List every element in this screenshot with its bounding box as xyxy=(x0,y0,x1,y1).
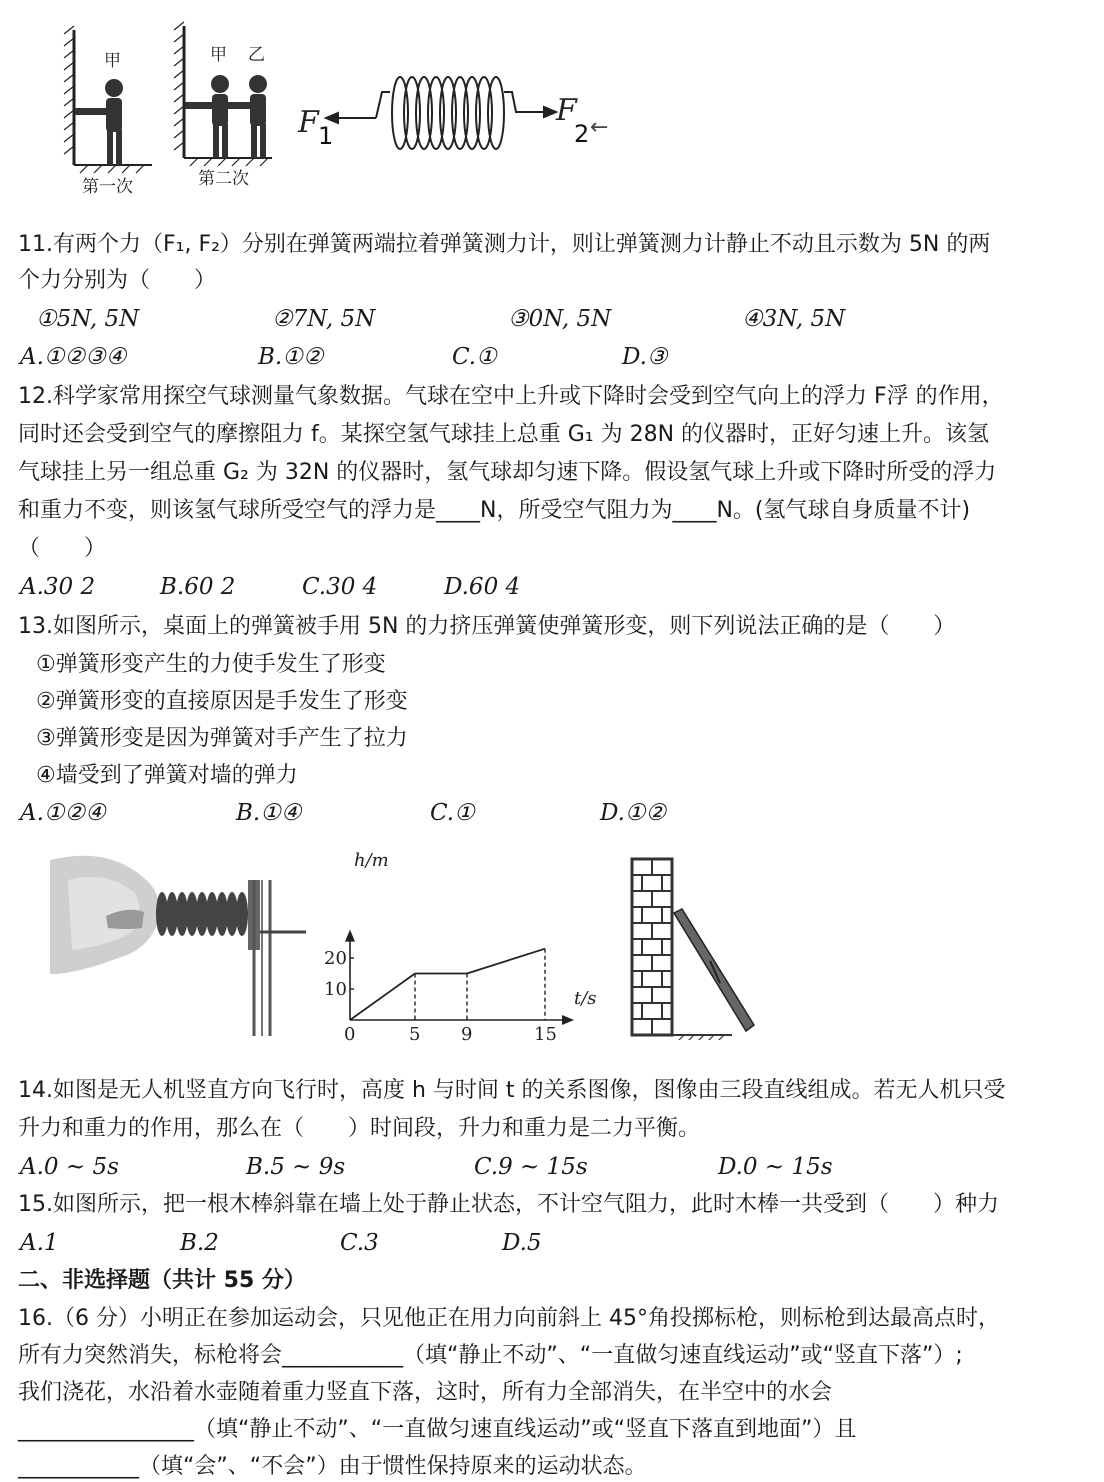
q15-option-b[interactable]: B.2 xyxy=(180,1230,219,1256)
force-f2-label: F xyxy=(556,93,577,128)
caption-first: 第一次 xyxy=(82,177,133,197)
spring-diagram xyxy=(326,77,556,149)
graph-xtick-9: 9 xyxy=(461,1024,473,1045)
graph-xtick-15: 15 xyxy=(534,1024,557,1045)
q14-stem-line1: 14.如图是无人机竖直方向飞行时，高度 h 与时间 t 的关系图像，图像由三段直线组成。若无人机只受 xyxy=(18,1078,1006,1103)
q14-option-b[interactable]: B.5 ~ 9s xyxy=(246,1154,346,1180)
q16-stem-line2: 所有力突然消失，标枪将会___________（填“静止不动”、“一直做匀速直线运动”或“竖直下落”）; xyxy=(18,1343,963,1368)
graph-xlabel: t/s xyxy=(574,988,597,1009)
q12-stem-line3: 气球挂上另一组总重 G₂ 为 32N 的仪器时，氢气球却匀速下降。假设氢气球上升或下降时所受的浮力 xyxy=(18,460,997,485)
figure-rod-wall xyxy=(628,855,768,1040)
q11-item-2: ②7N, 5N xyxy=(272,306,376,332)
q11-item-4: ④3N, 5N xyxy=(742,306,846,332)
q15-option-d[interactable]: D.5 xyxy=(502,1230,542,1256)
q11-stem-line1: 11.有两个力（F₁, F₂）分别在弹簧两端拉着弹簧测力计，则让弹簧测力计静止不动且示数为 5N 的两 xyxy=(18,232,991,257)
y-axis-arrow xyxy=(345,930,355,942)
person-b-label: 乙 xyxy=(248,45,265,65)
q16-stem-line1: 16.（6 分）小明正在参加运动会，只见他正在用力向前斜上 45°角投掷标枪，则标枪到达最高点时， xyxy=(18,1306,1000,1331)
graph-ytick-10: 10 xyxy=(324,979,347,1000)
q12-option-b[interactable]: B.60 2 xyxy=(160,574,236,600)
q12-stem-line2: 同时还会受到空气的摩擦阻力 f。某探空氢气球挂上总重 G₁ 为 28N 的仪器时，正好匀速上升。该氢 xyxy=(18,422,990,447)
q12-stem-line5: （ ） xyxy=(18,536,107,561)
q15-stem-line1: 15.如图所示，把一根木棒斜靠在墙上处于静止状态，不计空气阻力，此时木棒一共受到（ ）种力 xyxy=(18,1192,999,1217)
q11-option-c[interactable]: C.① xyxy=(452,344,497,370)
q15-option-a[interactable]: A.1 xyxy=(20,1230,59,1256)
person-a-label-2: 甲 xyxy=(210,45,227,65)
graph-segment xyxy=(467,949,545,974)
q13-item-2: ②弹簧形变的直接原因是手发生了形变 xyxy=(36,689,408,714)
q13-option-c[interactable]: C.① xyxy=(430,800,475,826)
q12-option-a[interactable]: A.30 2 xyxy=(20,574,96,600)
person-a-label-1: 甲 xyxy=(104,51,121,71)
q13-option-d[interactable]: D.①② xyxy=(600,800,667,826)
q13-item-4: ④墙受到了弹簧对墙的弹力 xyxy=(36,763,298,788)
q16-stem-line3: 我们浇花，水沿着水壶随着重力竖直下落，这时，所有力全部消失，在半空中的水会 xyxy=(18,1380,833,1405)
q12-stem-line4: 和重力不变，则该氢气球所受空气的浮力是____N，所受空气阻力为____N。(氢气球自身质量不计) xyxy=(18,498,971,523)
force-f1-label: F xyxy=(298,105,319,140)
graph-xtick-5: 5 xyxy=(409,1024,421,1045)
q13-item-3: ③弹簧形变是因为弹簧对手产生了拉力 xyxy=(36,726,408,751)
graph-segment xyxy=(350,974,415,1021)
q12-option-d[interactable]: D.60 4 xyxy=(444,574,521,600)
q12-option-c[interactable]: C.30 4 xyxy=(302,574,378,600)
q13-stem-line1: 13.如图所示，桌面上的弹簧被手用 5N 的力挤压弹簧使弹簧形变，则下列说法正确的是（ ） xyxy=(18,614,956,639)
q13-option-a[interactable]: A.①②④ xyxy=(20,800,106,826)
q11-option-a[interactable]: A.①②③④ xyxy=(20,344,127,370)
q11-option-d[interactable]: D.③ xyxy=(622,344,668,370)
graph-axes xyxy=(345,930,574,1025)
caption-second: 第二次 xyxy=(198,169,249,189)
wooden-rod xyxy=(674,909,754,1031)
brick-wall xyxy=(632,859,672,1035)
q14-option-a[interactable]: A.0 ~ 5s xyxy=(20,1154,119,1180)
graph-origin: 0 xyxy=(344,1024,356,1045)
q16-stem-line5: ___________（填“会”、“不会”）由于惯性保持原来的运动状态。 xyxy=(18,1454,647,1479)
figure-push-spring xyxy=(60,20,640,200)
q13-option-b[interactable]: B.①④ xyxy=(236,800,302,826)
force-f2-subscript: 2 xyxy=(574,120,590,148)
figure-hand-spring xyxy=(48,850,308,1040)
q16-stem-line4: ________________（填“静止不动”、“一直做匀速直线运动”或“竖直下落直到地面”）且 xyxy=(18,1417,857,1442)
graph-ytick-20: 20 xyxy=(324,948,347,969)
q13-item-1: ①弹簧形变产生的力使手发生了形变 xyxy=(36,652,386,677)
x-axis-arrow xyxy=(562,1015,574,1025)
section-2-title: 二、非选择题（共计 55 分） xyxy=(18,1268,306,1293)
height-time-graph xyxy=(312,848,612,1048)
q11-item-1: ①5N, 5N xyxy=(36,306,140,332)
q14-option-d[interactable]: D.0 ~ 15s xyxy=(718,1154,833,1180)
q11-option-b[interactable]: B.①② xyxy=(258,344,324,370)
wall-1-diagram xyxy=(64,26,152,173)
q11-item-3: ③0N, 5N xyxy=(508,306,612,332)
wall-2-diagram xyxy=(174,22,272,166)
q12-stem-line1: 12.科学家常用探空气球测量气象数据。气球在空中上升或下降时会受到空气向上的浮力 F浮 的作用， xyxy=(18,384,1004,409)
q15-option-c[interactable]: C.3 xyxy=(340,1230,379,1256)
q11-stem-line2: 个力分别为（ ） xyxy=(18,268,217,293)
q14-option-c[interactable]: C.9 ~ 15s xyxy=(474,1154,588,1180)
force-f1-subscript: 1 xyxy=(318,122,334,150)
graph-ylabel: h/m xyxy=(354,850,389,871)
cursor-arrow-icon: ← xyxy=(590,115,609,140)
q14-stem-line2: 升力和重力的作用，那么在（ ）时间段，升力和重力是二力平衡。 xyxy=(18,1116,701,1141)
